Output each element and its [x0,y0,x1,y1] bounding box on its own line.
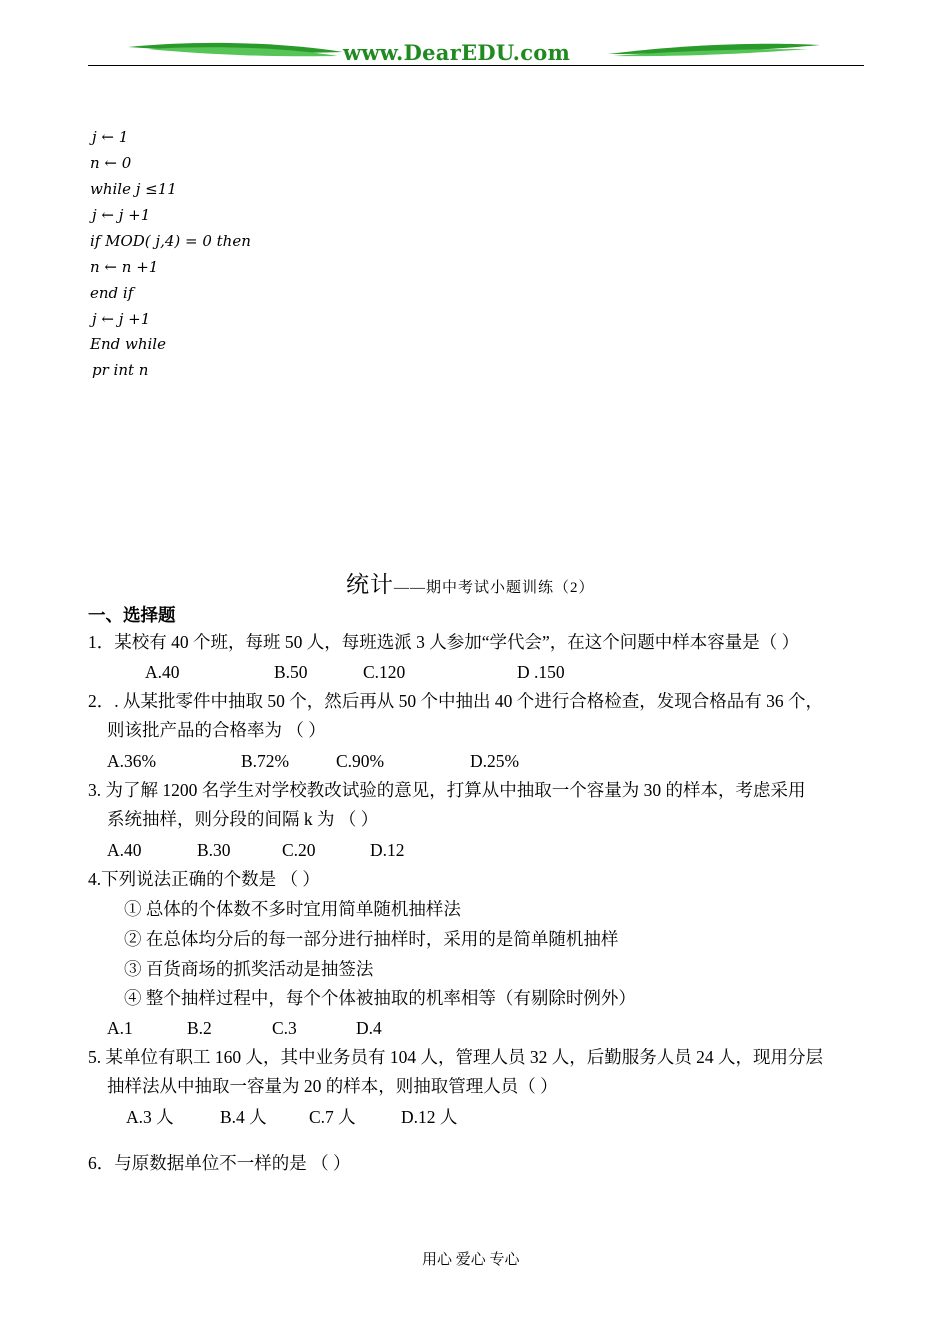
section-heading: 一、选择题 [88,605,176,625]
question-5-text: 5. 某单位有职工 160 人，其中业务员有 104 人，管理人员 32 人，后勤服务人员 24 人，现用分层 [88,1047,823,1067]
code-line: while j ≤11 [90,180,177,198]
question-2-text: 2．. 从某批零件中抽取 50 个，然后再从 50 个中抽出 40 个进行合格检查，发现合格品有 36 个， [88,691,823,711]
question-4-item-4: ④ 整个抽样过程中，每个个体被抽取的机率相等（有剔除时例外） [124,988,636,1008]
page-title [346,566,595,599]
question-3-option-a: A.40 [107,840,142,860]
question-5-option-d: D.12 人 [401,1107,458,1127]
question-2-option-a: A.36% [107,751,157,771]
page-footer: 用心 爱心 专心 [422,1252,520,1268]
question-3-option-c: C.20 [282,840,316,860]
question-4-option-b: B.2 [187,1018,212,1038]
question-4-option-a: A.1 [107,1018,133,1038]
code-line: end if [90,284,134,302]
question-1-option-b: B.50 [274,662,308,682]
question-1-option-d: D .150 [517,662,565,682]
question-1-option-c: C.120 [363,662,406,682]
question-2-option-c: C.90% [336,751,385,771]
header-rule [88,65,864,66]
question-2-option-d: D.25% [470,751,520,771]
question-5-option-a: A.3 人 [126,1107,174,1127]
question-3-text: 3. 为了解 1200 名学生对学校教改试验的意见，打算从中抽取一个容量为 30 的样本，考虑采用 [88,780,806,800]
title-main: 统计 [346,572,394,597]
question-4-item-1: ① 总体的个体数不多时宜用简单随机抽样法 [124,899,461,919]
question-1-option-a: A.40 [145,662,180,682]
code-line: if MOD( j,4) = 0 then [90,232,251,250]
question-4-text: 4.下列说法正确的个数是 （ ） [88,869,320,889]
question-5-text-cont: 抽样法从中抽取一容量为 20 的样本，则抽取管理人员（ ） [107,1076,558,1096]
question-4-item-3: ③ 百货商场的抓奖活动是抽签法 [124,959,374,979]
code-line: j ← j +1 [92,206,151,224]
question-3-text-cont: 系统抽样，则分段的间隔 k 为 （ ） [107,809,379,829]
title-sub: ——期中考试小题训练（2） [394,580,595,596]
site-logo-text: www.DearEDU.com [343,40,571,65]
question-3-option-b: B.30 [197,840,231,860]
question-2-option-b: B.72% [241,751,290,771]
question-4-option-d: D.4 [356,1018,382,1038]
question-4-option-c: C.3 [272,1018,297,1038]
question-2-text-cont: 则该批产品的合格率为 （ ） [107,720,326,740]
code-line: j ← j +1 [92,310,151,328]
question-3-option-d: D.12 [370,840,405,860]
question-1-text: 1．某校有 40 个班，每班 50 人，每班选派 3 人参加“学代会”，在这个问题中样本容量是（ ） [88,632,800,652]
question-4-item-2: ② 在总体均分后的每一部分进行抽样时，采用的是简单随机抽样 [124,929,619,949]
question-5-option-b: B.4 人 [220,1107,267,1127]
code-line: pr int n [92,361,149,379]
code-line: n ← 0 [90,154,132,172]
code-line: n ← n +1 [90,258,159,276]
question-6-text: 6．与原数据单位不一样的是 （ ） [88,1153,351,1173]
code-line: End while [90,335,166,353]
code-line: j ← 1 [92,128,129,146]
question-5-option-c: C.7 人 [309,1107,356,1127]
